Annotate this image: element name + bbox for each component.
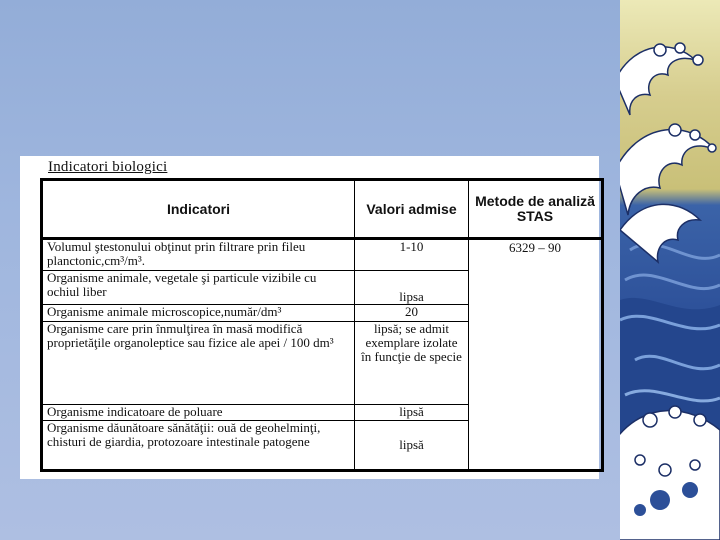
table-row-value: 1-10: [355, 239, 469, 271]
table-row-value: lipsa: [355, 271, 469, 305]
table-row-value: 20: [355, 305, 469, 322]
document-title: Indicatori biologici: [48, 159, 168, 175]
table-row-indicator: Organisme care prin înmulţirea în masă modifică proprietăţile organoleptice sau fizice ale apei / 100 dm³: [42, 322, 355, 405]
table-row-indicator: Volumul ştestonului obţinut prin filtrare prin fileu planctonic,cm³/m³.: [42, 239, 355, 271]
indicators-table: [40, 178, 604, 472]
header-indicators: Indicatori: [42, 180, 355, 239]
ocean-wave-icon: [620, 0, 720, 540]
table-row-indicator: Organisme dăunătoare sănătăţii: ouă de geohelminţi, chisturi de giardia, protozoare intestinale patogene: [42, 421, 355, 471]
header-methods: Metode de analiză STAS: [469, 180, 603, 239]
table-row-indicator: Organisme animale, vegetale şi particule vizibile cu ochiul liber: [42, 271, 355, 305]
table-row-value: lipsă: [355, 421, 469, 471]
document-card: [20, 156, 599, 479]
wave-decoration: [620, 0, 720, 540]
method-code: 6329 – 90: [469, 239, 603, 471]
table-row-indicator: Organisme indicatoare de poluare: [42, 405, 355, 421]
header-values: Valori admise: [355, 180, 469, 239]
table-row-value: lipsă; se admit exemplare izolate în funcţie de specie: [355, 322, 469, 405]
table-row-value: lipsă: [355, 405, 469, 421]
table-row-indicator: Organisme animale microscopice,număr/dm³: [42, 305, 355, 322]
